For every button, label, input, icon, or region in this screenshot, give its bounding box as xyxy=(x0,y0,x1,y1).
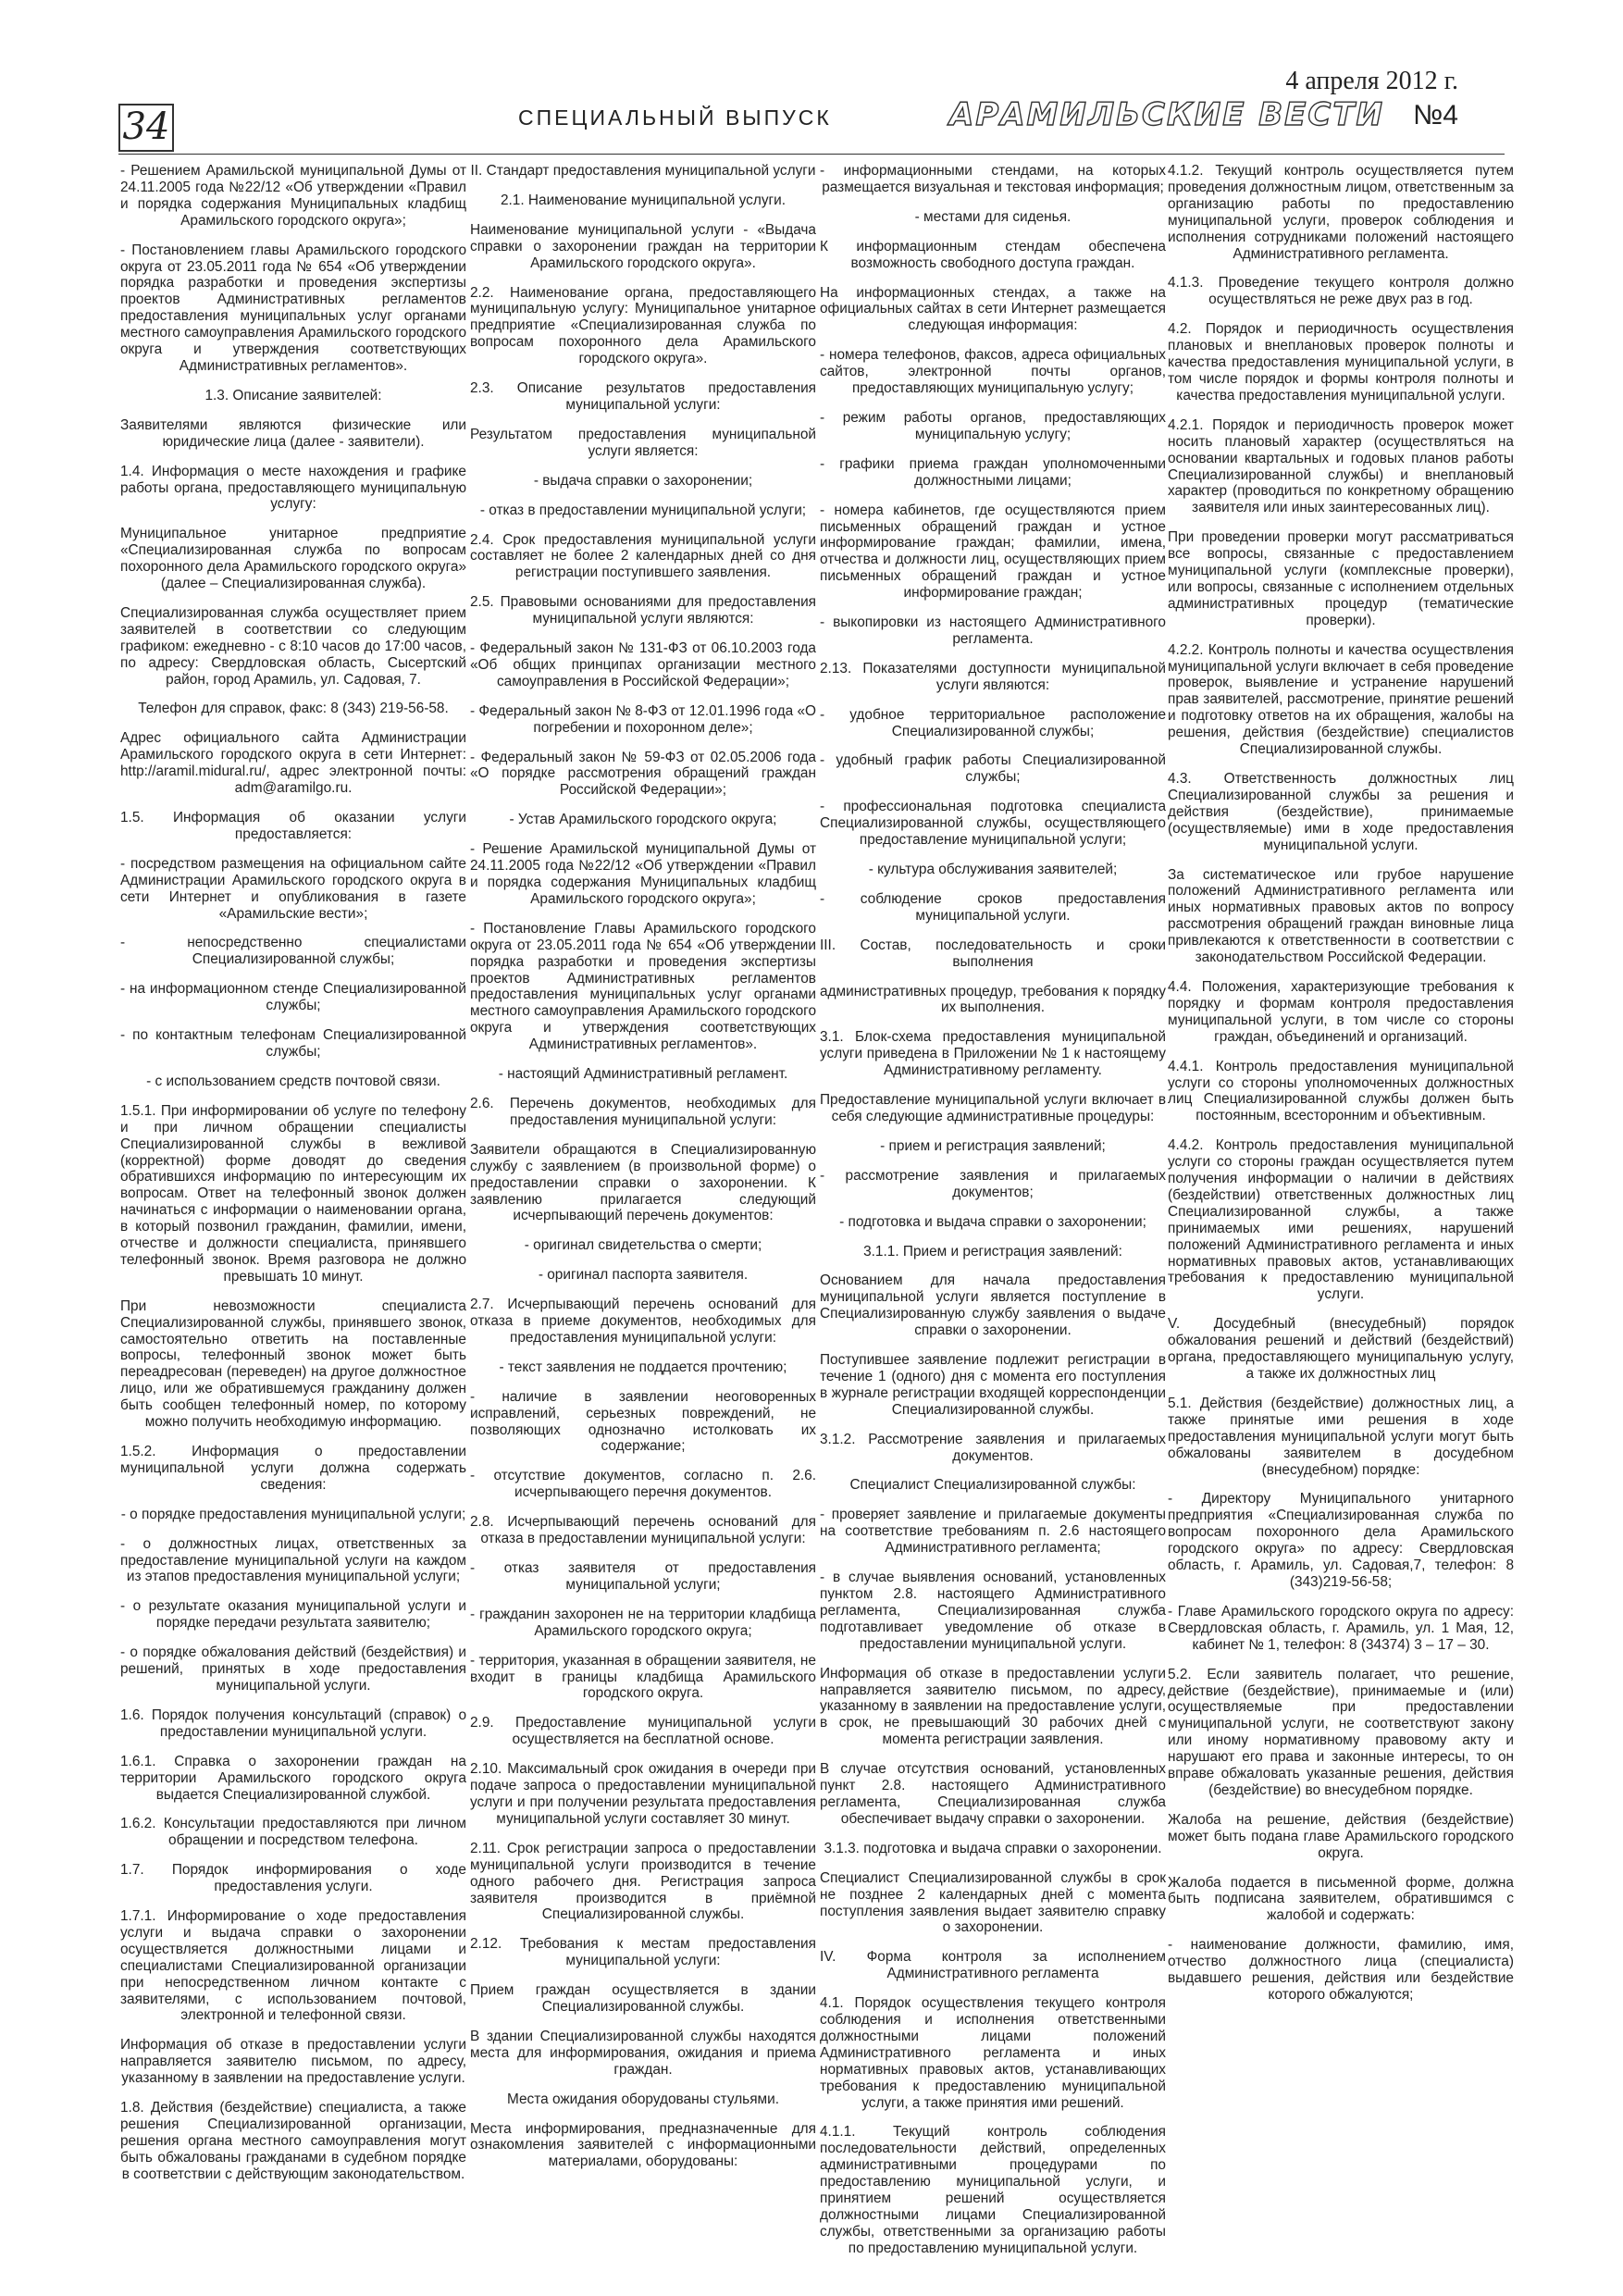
paragraph: - посредством размещения на официальном сайте Администрации Арамильского городского округа в сети Интернет и опубликования в газете «Арамильские вести»; xyxy=(120,855,466,922)
paragraph: 1.8. Действия (бездействие) специалиста, а также решения Специализированной организации, решения органа местного самоуправления могут быть обжалованы гражданами в судебном порядке в соответствии с действующим законодательством. xyxy=(120,2100,466,2182)
paragraph: - в случае выявления оснований, установленных пунктом 2.8. настоящего Административного регламента, Специализированная служба подготавливает уведомление об отказе в предоставлении муниципальной услуги. xyxy=(820,1570,1166,1652)
paragraph: Специализированная служба осуществляет прием заявителей в соответствии со следующим графиком: ежедневно - с 8:10 часов до 17:00 часов, по адресу: Свердловская область, Сысертский район, город Арамиль, ул. Садовая, 7. xyxy=(120,604,466,688)
paragraph: - о должностных лицах, ответственных за предоставление муниципальной услуги на каждом из этапов предоставления муниципальной услуги; xyxy=(120,1535,466,1585)
paragraph: Места ожидания оборудованы стульями. xyxy=(507,2091,779,2107)
paragraph: административных процедур, требования к порядку их выполнения. xyxy=(820,983,1166,1016)
paragraph: - Постановление Главы Арамильского городского округа от 23.05.2011 года № 654 «Об утверждении порядка разработки и проведения экспертизы проектов Административных регламентов предоставления муниципальных услуг органами местного самоуправления Арамильского городского округа и утверждения соответствующих Административных регламентов». xyxy=(470,920,816,1053)
paragraph: - номера телефонов, факсов, адреса официальных сайтов, электронной почты органов, предоставляющих муниципальную услугу; xyxy=(820,347,1166,397)
paragraph: 1.5. Информация об оказании услуги предоставляется: xyxy=(120,810,466,842)
paragraph: В случае отсутствия оснований, установленных пункт 2.8. настоящего Административного регламента, Специализированная служба обеспечивает выдачу справки о захоронении. xyxy=(820,1761,1166,1827)
paragraph: Жалоба подается в письменной форме, должна быть подписана заявителем, обратившимся с жалобой и содержать: xyxy=(1168,1874,1514,1924)
paragraph: Муниципальное унитарное предприятие «Специализированная служба по вопросам похоронного дела Арамильского городского округа» (далее – Специализированная служба). xyxy=(120,526,466,592)
paragraph: 4.4. Положения, характеризующие требования к порядку и формам контроля предоставления муниципальной услуги, в том числе со стороны граждан, объединений и организаций. xyxy=(1168,978,1514,1045)
paragraph: - номера кабинетов, где осуществляются прием письменных обращений граждан и устное информирование граждан; фамилии, имена, отчества и должности лиц, осуществляющих прием письменных обращений граждан и устное информирование граждан; xyxy=(820,502,1166,602)
paragraph: 1.5.2. Информация о предоставлении муниципальной услуги должна содержать сведения: xyxy=(120,1444,466,1493)
paragraph: 2.12. Требования к местам предоставления муниципальной услуги: xyxy=(470,1936,816,1969)
paragraph: Прием граждан осуществляется в здании Специализированной службы. xyxy=(470,1982,816,2016)
paragraph: Жалоба на решение, действия (бездействие) может быть подана главе Арамильского городского округа. xyxy=(1168,1811,1514,1861)
paragraph: К информационным стендам обеспечена возможность свободного доступа граждан. xyxy=(820,238,1166,271)
paragraph: - проверяет заявление и прилагаемые документы на соответствие требованиям п. 2.6 настоящего Административного регламента; xyxy=(820,1507,1166,1557)
paragraph: Места информирования, предназначенные для ознакомления заявителей с информационными материалами, оборудованы: xyxy=(470,2120,816,2170)
paragraph: - графики приема граждан уполномоченными должностными лицами; xyxy=(820,455,1166,489)
paragraph: 1.6.1. Справка о захоронении граждан на территории Арамильского городского округа выдается Специализированной службой. xyxy=(120,1753,466,1803)
paragraph: 2.2. Наименование органа, предоставляющего муниципальную услугу: Муниципальное унитарное предприятие «Специализированная служба по вопросам похоронного дела Арамильского городского округа». xyxy=(470,284,816,367)
paragraph: 4.3. Ответственность должностных лиц Специализированной службы за решения и действия (бездействие), принимаемые (осуществляемые) ими в ходе предоставления муниципальной услуги. xyxy=(1168,771,1514,853)
paragraph: 2.9. Предоставление муниципальной услуги осуществляется на бесплатной основе. xyxy=(470,1715,816,1748)
paragraph: - соблюдение сроков предоставления муниципальной услуги. xyxy=(820,890,1166,924)
paragraph: 1.4. Информация о месте нахождения и графике работы органа, предоставляющего муниципальную услугу: xyxy=(120,463,466,513)
paragraph: Предоставление муниципальной услуги включает в себя следующие административные процедуры: xyxy=(820,1092,1166,1124)
paragraph: 5.1. Действия (бездействие) должностных лиц, а также принятые ими решения в ходе предоставления муниципальной услуги могут быть обжалованы заявителем в досудебном (внесудебном) порядке: xyxy=(1168,1395,1514,1478)
paragraph: 4.2.2. Контроль полноты и качества осуществления муниципальной услуги включает в себя проведение проверок, выявление и устранение нарушений прав заявителей, рассмотрение, принятие решений и подготовку ответов на их обращения, жалобы на решения, действия (бездействие) специалистов Специализированной службы. xyxy=(1168,641,1514,758)
paragraph: 2.6. Перечень документов, необходимых для предоставления муниципальной услуги: xyxy=(470,1095,816,1128)
paragraph: - Федеральный закон № 131-ФЗ от 06.10.2003 года «Об общих принципах организации местного самоуправления в Российской Федерации»; xyxy=(470,640,816,689)
paragraph: II. Стандарт предоставления муниципальной услуги xyxy=(470,163,816,179)
paragraph: - Устав Арамильского городского округа; xyxy=(509,812,777,828)
paragraph: Заявителями являются физические или юридические лица (далее - заявители). xyxy=(120,416,466,450)
paragraph: 4.2.1. Порядок и периодичность проверок может носить плановый характер (осуществляться на основании квартальных и годовых планов работы Специализированной службы) и внеплановый характер (проводиться по конкретному обращению заявителя или иных заинтересованных лиц). xyxy=(1168,416,1514,516)
paragraph: 1.6.2. Консультации предоставляются при личном обращении и посредством телефона. xyxy=(120,1816,466,1849)
paragraph: Адрес официального сайта Администрации Арамильского городского округа в сети Интернет: http://aramil.midural.ru/, адрес электронной почты: adm@aramilgo.ru. xyxy=(120,730,466,797)
paragraph: - подготовка и выдача справки о захоронении; xyxy=(839,1213,1146,1230)
paragraph: 4.1.1. Текущий контроль соблюдения последовательности действий, определенных административными процедурами по предоставлению муниципальной услуги, и принятием решений осуществляется должностными лицами Специализированной службы, ответственными за организацию работы по предоставлению муниципальной услуги. xyxy=(820,2124,1166,2256)
text-column-1 xyxy=(120,163,466,2282)
paragraph: 1.7. Порядок информирования о ходе предоставления услуги. xyxy=(120,1862,466,1895)
paragraph: - о порядке обжалования действий (бездействия) и решений, принятых в ходе предоставления муниципальной услуги. xyxy=(120,1644,466,1694)
paragraph: - культура обслуживания заявителей; xyxy=(868,862,1118,877)
paragraph: 2.13. Показателями доступности муниципальной услуги являются: xyxy=(820,660,1166,693)
paragraph: - о результате оказания муниципальной услуги и порядке передачи результата заявителю; xyxy=(120,1598,466,1632)
paragraph: - Решение Арамильской муниципальной Думы от 24.11.2005 года №22/12 «Об утверждении «Правил и порядка содержания Муниципальных кладбищ Арамильского городского округа»; xyxy=(470,841,816,907)
paragraph: 4.4.2. Контроль предоставления муниципальной услуги со стороны граждан осуществляется путем получения информации о наличии в действиях (бездействии) ответственных должностных лиц Специализированной службы, а также принимаемых ими решениях, нарушений положений Административного регламента и иных нормативных правовых актов, устанавливающих требования к предоставлению муниципальной услуги. xyxy=(1168,1137,1514,1303)
paragraph: - текст заявления не поддается прочтению; xyxy=(499,1359,787,1375)
issue-number: №4 xyxy=(1413,100,1458,130)
paragraph: 2.8. Исчерпывающий перечень оснований для отказа в предоставлении муниципальной услуги: xyxy=(470,1514,816,1547)
paragraph: 2.3. Описание результатов предоставления муниципальной услуги: xyxy=(470,380,816,413)
text-column-4 xyxy=(1168,163,1514,2282)
paragraph: - о порядке предоставления муниципальной услуги; xyxy=(120,1506,466,1522)
paragraph: Информация об отказе в предоставлении услуги направляется заявителю письмом, по адресу, указанному в заявлении на предоставление услуги, в срок, не превышающий 30 рабочих дней с момента регистрации заявления. xyxy=(820,1665,1166,1748)
paragraph: - Постановлением главы Арамильского городского округа от 23.05.2011 года № 654 «Об утверждении порядка разработки и проведения экспертизы проектов Административных регламентов предоставления муниципальных услуг органами местного самоуправления Арамильского городского округа и утверждения соответствующих Административных регламентов». xyxy=(120,242,466,374)
paragraph: При проведении проверки могут рассматриваться все вопросы, связанные с предоставлением муниципальной услуги (комплексные проверки), или вопросы, связанные с исполнением отдельных административных процедур (тематические проверки). xyxy=(1168,529,1514,628)
page-number: 34 xyxy=(118,104,174,152)
paragraph: - выдача справки о захоронении; xyxy=(533,472,753,489)
paragraph: В здании Специализированной службы находятся места для информирования, ожидания и приема граждан. xyxy=(470,2028,816,2078)
paragraph: - оригинал свидетельства о смерти; xyxy=(524,1237,762,1254)
paragraph: 4.1. Порядок осуществления текущего контроля соблюдения и исполнения ответственными должностными лицами положений Административного регламента и иных нормативных правовых актов, устанавливающих требования к предоставлению муниципальной услуги, а также принятия ими решений. xyxy=(820,1995,1166,2111)
paragraph: - рассмотрение заявления и прилагаемых документов; xyxy=(820,1167,1166,1200)
paragraph: 1.3. Описание заявителей: xyxy=(204,387,382,403)
paragraph: V. Досудебный (внесудебный) порядок обжалования решений и действий (бездействий) органа, предоставляющего муниципальную услугу, а также их должностных лиц xyxy=(1168,1316,1514,1382)
paragraph: - наличие в заявлении неоговоренных исправлений, серьезных повреждений, не позволяющих однозначно истолковать их содержание; xyxy=(470,1388,816,1455)
paragraph: - удобный график работы Специализированной службы; xyxy=(820,752,1166,786)
paragraph: - оригинал паспорта заявителя. xyxy=(538,1267,749,1284)
paragraph: III. Состав, последовательность и сроки выполнения xyxy=(820,937,1166,970)
issue-date: 4 апреля 2012 г. xyxy=(1285,67,1458,95)
paragraph: Специалист Специализированной службы: xyxy=(849,1477,1136,1494)
paragraph: Специалист Специализированной службы в срок не позднее 2 календарных дней с момента поступления заявления выдает заявителю справку о захоронении. xyxy=(820,1869,1166,1936)
newspaper-masthead: АРАМИЛЬСКИЕ ВЕСТИ xyxy=(949,96,1384,133)
paragraph: 4.1.2. Текущий контроль осуществляется путем проведения должностным лицом, ответственным за организацию работы по предоставлению муниципальной услуги, проверок соблюдения и исполнения сотрудниками положений настоящего Административного регламента. xyxy=(1168,163,1514,262)
paragraph: - профессиональная подготовка специалиста Специализированной службы, осуществляющего предоставление муниципальной услуги; xyxy=(820,799,1166,849)
text-column-2 xyxy=(470,163,816,2282)
paragraph: - отсутствие документов, согласно п. 2.6. исчерпывающего перечня документов. xyxy=(470,1468,816,1501)
paragraph: - режим работы органов, предоставляющих муниципальную услугу; xyxy=(820,409,1166,442)
paragraph: Результатом предоставления муниципальной услуги является: xyxy=(470,426,816,459)
paragraph: На информационных стендах, а также на официальных сайтах в сети Интернет размещается следующая информация: xyxy=(820,284,1166,334)
paragraph: - Федеральный закон № 8-ФЗ от 12.01.1996 года «О погребении и похоронном деле»; xyxy=(470,702,816,736)
paragraph: - с использованием средств почтовой связи. xyxy=(146,1073,440,1089)
text-column-3 xyxy=(820,163,1166,2282)
paragraph: - прием и регистрация заявлений; xyxy=(880,1137,1106,1154)
paragraph: 1.6. Порядок получения консультаций (справок) о предоставлении муниципальной услуги. xyxy=(120,1706,466,1740)
paragraph: Телефон для справок, факс: 8 (343) 219-56-58. xyxy=(138,701,449,717)
paragraph: 4.1.3. Проведение текущего контроля должно осуществляться не реже двух раз в год. xyxy=(1168,275,1514,308)
paragraph: - выкопировки из настоящего Административного регламента. xyxy=(820,614,1166,647)
paragraph: 3.1. Блок-схема предоставления муниципальной услуги приведена в Приложении № 1 к настоящему Административному регламенту. xyxy=(820,1029,1166,1079)
paragraph: Наименование муниципальной услуги - «Выдача справки о захоронении граждан на территории Арамильского городского округа». xyxy=(470,221,816,271)
paragraph: - наименование должности, фамилию, имя, отчество должностного лица (специалиста) выдавшего решения, действия или бездействие которого обжалуются; xyxy=(1168,1937,1514,2003)
paragraph: Поступившее заявление подлежит регистрации в течение 1 (одного) дня с момента его поступления в журнале регистрации входящей корреспонденции Специализированной службы. xyxy=(820,1352,1166,1418)
paragraph: 2.10. Максимальный срок ожидания в очереди при подаче запроса о предоставлении муниципальной услуги и при получении результата предоставления муниципальной услуги составляет 30 минут. xyxy=(470,1761,816,1827)
paragraph: 3.1.2. Рассмотрение заявления и прилагаемых документов. xyxy=(820,1431,1166,1464)
paragraph: За систематическое или грубое нарушение положений Административного регламента или иных нормативных правовых актов по вопросу рассмотрения обращений граждан виновные лица привлекаются к ответственности в соответствии с законодательством Российской Федерации. xyxy=(1168,866,1514,966)
paragraph: При невозможности специалиста Специализированной службы, принявшего звонок, самостоятельно ответить на поставленные вопросы, телефонный звонок может быть переадресован (переведен) на другое должностное лицо, или же обратившемуся гражданину должен быть сообщен телефонный номер, по которому можно получить необходимую информацию. xyxy=(120,1297,466,1431)
paragraph: 5.2. Если заявитель полагает, что решение, действие (бездействие), принимаемые и (или) осуществляемые при предоставлении муниципальной услуги, не соответствуют закону или иному нормативному правовому акту и нарушают его права и законные интересы, то он вправе обжаловать указанные решения, действия (бездействие) во внесудебном порядке. xyxy=(1168,1666,1514,1798)
paragraph: - по контактным телефонам Специализированной службы; xyxy=(120,1027,466,1060)
paragraph: - местами для сиденья. xyxy=(914,208,1072,225)
paragraph: - информационными стендами, на которых размещается визуальная и текстовая информация; xyxy=(820,163,1166,195)
paragraph: Заявители обращаются в Специализированную службу с заявлением (в произвольной форме) о предоставлении справки о захоронении. К заявлению прилагается следующий исчерпывающий перечень документов: xyxy=(470,1141,816,1224)
paragraph: - настоящий Административный регламент. xyxy=(498,1066,788,1083)
page-header xyxy=(0,0,1623,162)
paragraph: - Директору Муниципального унитарного предприятия «Специализированная служба по вопросам похоронного дела Арамильского городского округа» по адресу: Свердловская область, г. Арамиль, ул. Садовая,7, телефон: 8 (343)219-56-58; xyxy=(1168,1491,1514,1590)
paragraph: - территория, указанная в обращении заявителя, не входит в границы кладбища Арамильского городского округа. xyxy=(470,1652,816,1702)
paragraph: 2.1. Наименование муниципальной услуги. xyxy=(500,192,787,208)
paragraph: 3.1.1. Прием и регистрация заявлений: xyxy=(863,1243,1122,1260)
paragraph: 2.5. Правовыми основаниями для предоставления муниципальной услуги являются: xyxy=(470,594,816,627)
paragraph: Информация об отказе в предоставлении услуги направляется заявителю письмом, по адресу, указанному в заявлении на предоставление услуги. xyxy=(120,2037,466,2087)
paragraph: 2.7. Исчерпывающий перечень оснований для отказа в приеме документов, необходимых для предоставления муниципальной услуги: xyxy=(470,1297,816,1346)
paragraph: 2.11. Срок регистрации запроса о предоставлении муниципальной услуги производится в течение одного рабочего дня. Регистрация запроса заявителя производится в приёмной Специализированной службы. xyxy=(470,1840,816,1923)
paragraph: - Решением Арамильской муниципальной Думы от 24.11.2005 года №22/12 «Об утверждении «Правил и порядка содержания Муниципальных кладбищ Арамильского городского округа»; xyxy=(120,163,466,229)
paragraph: - гражданин захоронен не на территории кладбища Арамильского городского округа; xyxy=(470,1606,816,1639)
paragraph: - непосредственно специалистами Специализированной службы; xyxy=(120,935,466,968)
paragraph: - отказ заявителя от предоставления муниципальной услуги; xyxy=(470,1560,816,1593)
paragraph: 4.4.1. Контроль предоставления муниципальной услуги со стороны уполномоченных должностных лиц Специализированной службы должен быть постоянным, всесторонним и объективным. xyxy=(1168,1058,1514,1124)
paragraph: IV. Форма контроля за исполнением Административного регламента xyxy=(820,1949,1166,1982)
paragraph: - удобное территориальное расположение Специализированной службы; xyxy=(820,706,1166,739)
paragraph: - Федеральный закон № 59-ФЗ от 02.05.2006 года «О порядке рассмотрения обращений граждан Российской Федерации»; xyxy=(470,749,816,799)
paragraph: 2.4. Срок предоставления муниципальной услуги составляет не более 2 календарных дней со дня регистрации поступившего заявления. xyxy=(470,531,816,581)
paragraph: - Главе Арамильского городского округа по адресу: Свердловская область, г. Арамиль, ул. 1 Мая, 12, кабинет № 1, телефон: 8 (34374) 3 – 17 – 30. xyxy=(1168,1603,1514,1653)
paragraph: 3.1.3. подготовка и выдача справки о захоронении. xyxy=(824,1840,1162,1856)
header-rule xyxy=(118,154,1505,155)
paragraph: 1.5.1. При информировании об услуге по телефону и при личном обращении специалисты Специализированной службы в вежливой (корректной) форме доводят до сведения обратившихся информацию по интересующим их вопросам. Ответ на телефонный звонок должен начинаться с информации о наименовании органа, в который позвонил гражданин, фамилии, имени, отчестве и должности специалиста, принявшего телефонный звонок. Время разговора не должно превышать 10 минут. xyxy=(120,1102,466,1285)
paragraph: - отказ в предоставлении муниципальной услуги; xyxy=(479,502,807,518)
paragraph: - на информационном стенде Специализированной службы; xyxy=(120,981,466,1014)
section-title: СПЕЦИАЛЬНЫЙ ВЫПУСК xyxy=(518,105,832,130)
paragraph: Основанием для начала предоставления муниципальной услуги является поступление в Специализированную службу заявления о выдаче справки о захоронении. xyxy=(820,1272,1166,1339)
paragraph: 4.2. Порядок и периодичность осуществления плановых и внеплановых проверок полноты и качества предоставления муниципальной услуги, в том числе порядок и формы контроля полноты и качества предоставления муниципальной услуги. xyxy=(1168,321,1514,403)
paragraph: 1.7.1. Информирование о ходе предоставления услуги и выдача справки о захоронении осуществляется должностными лицами и специалистами Специализированной организации при непосредственном личном контакте с заявителями, с использованием почтовой, электронной и телефонной связи. xyxy=(120,1908,466,2024)
